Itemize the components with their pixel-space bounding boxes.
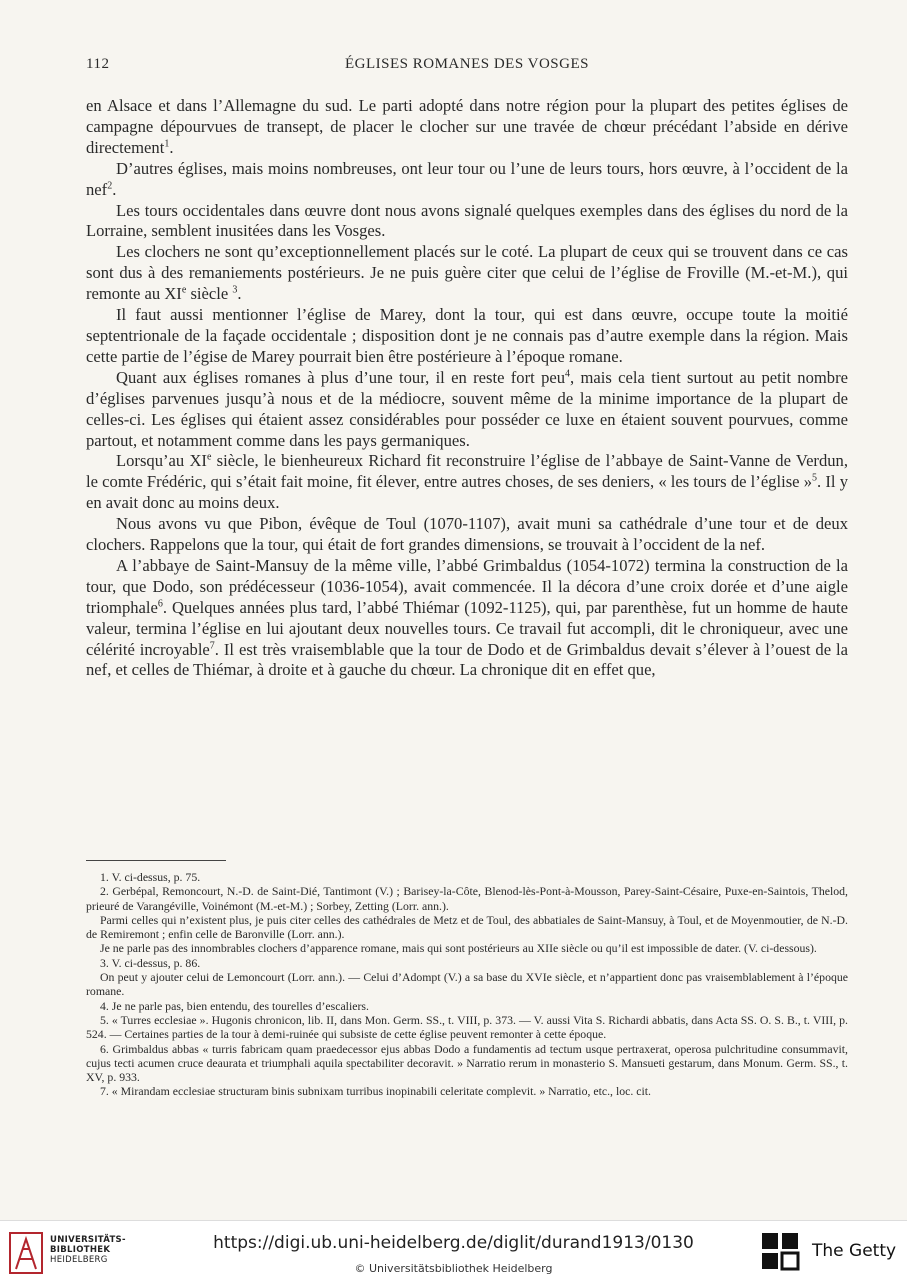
body-paragraph [86,96,848,159]
footnotes [86,870,848,1099]
body-text [86,96,848,681]
running-title: ÉGLISES ROMANES DES VOSGES [344,56,589,72]
institution-line: BIBLIOTHEK [50,1245,111,1255]
footnote: 1. V. ci-dessus, p. 75. [100,870,201,884]
permalink[interactable]: https://digi.ub.uni-heidelberg.de/diglit/durand1913/0130 [213,1233,694,1253]
body-paragraph [86,159,848,201]
footnote: Je ne parle pas des innombrables clochers d’apparence romane, mais qui sont postérieurs au XIIe siècle ou qu’il est impossible de dater. (V. ci-dessous). [100,941,817,956]
paragraph-text: siècle, le bienheureux Richard fit reconstruire l’église de l’abbaye de Saint-Vanne de Verdun, le comte Frédéric, qui s’était fait moine, fit élever, entre autres choses, de ses deniers, « les tours de l’église » [86,451,848,492]
footnote: 7. « Mirandam ecclesiae structuram binis subnixam turribus inopinabili celeritate complevit. » Narratio, etc., loc. cit. [100,1084,652,1099]
body-paragraph [86,556,848,681]
paragraph-text: D’autres églises, mais moins nombreuses, ont leur tour ou l’une de leurs tours, hors œuvre, à l’occident de la nef [86,158,848,199]
paragraph-text: Quant aux églises romanes à plus d’une tour, il en reste fort peu [116,367,566,387]
viewer-footer [0,1220,907,1285]
paragraph-text: A l’abbaye de Saint-Mansuy de la même ville, l’abbé Grimbaldus (1054-1072) termina la construction de la tour, que Dodo, son prédécesseur (1036-1054), avait commencée. Il la décora d’une croix dorée et d’une aigle triomphale [86,555,848,617]
footnote-divider [86,860,226,861]
paragraph-text: en Alsace et dans l’Allemagne du sud. Le parti adopté dans notre région pour la plupart des petites églises de campagne dépourvues de transept, de placer le clocher sur une travée de chœur précédant l’abside en dérive directement [86,96,848,157]
paragraph-text: Il faut aussi mentionner l’église de Marey, dont la tour, qui est dans œuvre, occupe toute la moitié septentrionale de la façade occidentale ; disposition dont je ne connais pas d’autre exemple dans la région. Mais cette partie de l’égise de Marey pourrait bien être postérieure à l’époque romane. [86,305,848,366]
body-paragraph [86,451,848,514]
paragraph-text: Nous avons vu que Pibon, évêque de Toul (1070-1107), avait muni sa cathédrale d’une tour et de deux clochers. Rappelons que la tour, qui était de fort grandes dimensions, se trouvait à l’occident de la nef. [86,514,848,555]
footnote: 5. « Turres ecclesiae ». Hugonis chronicon, lib. II, dans Mon. Germ. SS., t. VIII, p. 373. — V. aussi Vita S. Richardi abbatis, dans Acta SS. O. S. B., t. VIII, p. 524. — Certaines parties de la tour à demi-ruinée qui subsiste de cette église peuvent remonter à cette époque. [86,1012,848,1042]
footnote-marker: 7 [209,640,215,652]
institution-line: HEIDELBERG [50,1255,108,1265]
paragraph-text: . Il est très vraisemblable que la tour de Dodo et de Grimbaldus devait s’élever à l’ouest de la nef, et celles de Thiémar, à droite et à gauche du chœur. La chronique dit en effet que, [86,639,848,680]
footnote: Parmi celles qui n’existent plus, je puis citer celles des cathédrales de Metz et de Toul, des abbatiales de Saint-Mansuy, à Toul, et de Moyenmoutier, de N.-D. de Remiremont ; enfin celle de Baronville (Lorr. ann.). [86,912,848,942]
footnote-marker: 1 [164,138,170,150]
footnote-marker: e [206,451,212,463]
body-paragraph [86,368,848,452]
institution-line: UNIVERSITÄTS- [50,1235,126,1245]
paragraph-text: . Il y en avait donc au moins deux. [86,472,848,513]
paragraph-text: Les clochers ne sont qu’exceptionnellement placés sur le coté. La plupart de ceux qui se trouvent dans ce cas sont dus à des remaniements postérieurs. Je ne puis guère citer que celui de l’église de Froville (M.-et-M.), qui remonte au XI [86,242,848,304]
paragraph-text: , mais cela tient surtout au petit nombre d’églises parvenues jusqu’à nous et de la médiocre, souvent même de la minime importance de la plupart de celles-ci. Les églises qui étaient assez considérables pour posséder ce luxe en étaient souvent pourvues, comme partout, et notamment comme dans les pays germaniques. [86,367,848,450]
paragraph-text: siècle [186,284,233,304]
body-paragraph [86,514,848,556]
footnote: 4. Je ne parle pas, bien entendu, des tourelles d’escaliers. [100,998,369,1013]
footnote: On peut y ajouter celui de Lemoncourt (Lorr. ann.). — Celui d’Adompt (V.) a sa base du XVIe siècle, et n’appartient donc pas vraisemblablement à l’époque romane. [86,970,848,999]
paragraph-text: Lorsqu’au XI [116,451,207,471]
paragraph-text: . Quelques années plus tard, l’abbé Thiémar (1092-1125), qui, par parenthèse, fut un homme de haute valeur, termina l’église en lui ajoutant deux nouvelles tours. Ce travail fut accompli, dit le chroniqueur, avec une célérité incroyable [86,597,848,659]
paragraph-text: . [169,137,174,157]
getty-logo-icon[interactable] [760,1231,802,1275]
paragraph-text: Les tours occidentales dans œuvre dont nous avons signalé quelques exemples dans des églises du nord de la Lorraine, semblent inusitées dans les Vosges. [86,200,848,241]
footnote-marker: 2 [107,180,113,192]
footnote: 6. Grimbaldus abbas « turris fabricam quam praedecessor ejus abbas Dodo a fundamentis ad tectum usque pertraxerat, operosa pulchritudine consummavit, cujus tecti acumen cruce deaurata et triumphali aquila spectabiliter decoravit. » Narratio rerum in monasterio S. Mansueti gestarum, dans Monum. Germ. SS., t. XV, p. 933. [86,1041,848,1085]
partner-name: The Getty [812,1241,897,1261]
page-number: 112 [86,56,110,72]
footnote-marker: 3 [232,284,238,296]
copyright-notice: © Universitätsbibliothek Heidelberg [354,1262,553,1275]
footnote-marker: 5 [812,472,818,484]
footnote-marker: 6 [157,598,163,610]
body-paragraph [86,305,848,368]
paragraph-text: . [112,179,117,199]
footnote-marker: e [181,284,187,296]
footnote-marker: 4 [565,368,571,380]
footnote: 3. V. ci-dessus, p. 86. [100,955,201,970]
paragraph-text: . [237,284,242,304]
page-header [86,56,848,78]
body-paragraph [86,242,848,305]
footnote: 2. Gerbépal, Remoncourt, N.-D. de Saint-Dié, Tantimont (V.) ; Barisey-la-Côte, Blenod-lès-Pont-à-Mousson, Parey-Saint-Césaire, Puxe-en-Saintois, Thelod, prieuré de Varangéville, Voinémont (M.-et-M.) ; Sorbey, Zetting (Lorr. ann.). [86,884,848,913]
body-paragraph [86,201,848,243]
